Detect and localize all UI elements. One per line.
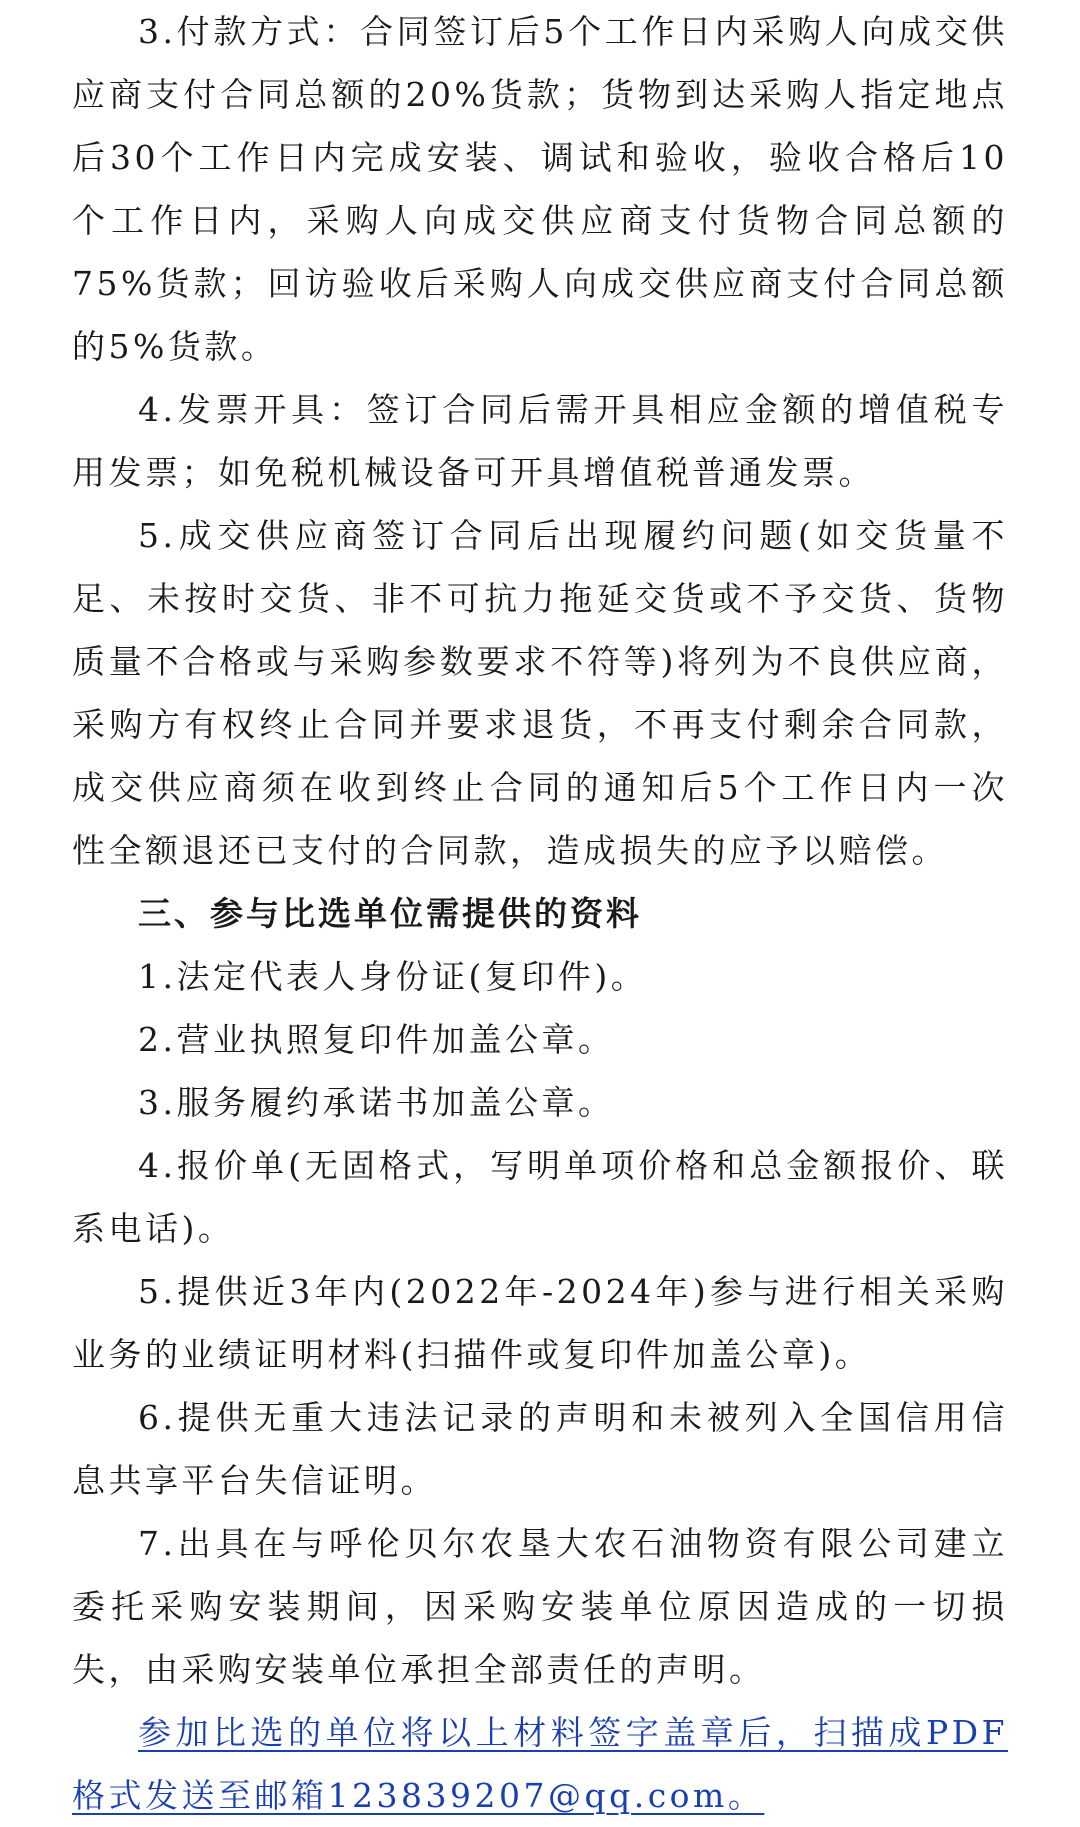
list-item: 1.法定代表人身份证(复印件)。 bbox=[138, 957, 648, 996]
list-item: 6.提供无重大违法记录的声明和未被列入全国信用信息共享平台失信证明。 bbox=[72, 1398, 1008, 1500]
section-heading-materials: 三、参与比选单位需提供的资料 bbox=[138, 894, 642, 933]
list-item: 4.报价单(无固格式，写明单项价格和总金额报价、联系电话)。 bbox=[72, 1146, 1008, 1248]
list-item: 7.出具在与呼伦贝尔农垦大农石油物资有限公司建立委托采购安装期间，因采购安装单位原因造成的一切损失，由采购安装单位承担全部责任的声明。 bbox=[72, 1524, 1008, 1689]
document-body bbox=[72, 0, 1008, 1827]
invoice-paragraph: 4.发票开具：签订合同后需开具相应金额的增值税专用发票；如免税机械设备可开具增值税普通发票。 bbox=[72, 390, 1008, 492]
payment-terms-paragraph: 3.付款方式：合同签订后5个工作日内采购人向成交供应商支付合同总额的20%货款；货物到达采购人指定地点后30个工作日内完成安装、调试和验收，验收合格后10个工作日内，采购人向成交供应商支付货物合同总额的75%货款；回访验收后采购人向成交供应商支付合同总额的5%货款。 bbox=[72, 12, 1008, 366]
performance-issue-paragraph: 5.成交供应商签订合同后出现履约问题(如交货量不足、未按时交货、非不可抗力拖延交货或不予交货、货物质量不合格或与采购参数要求不符等)将列为不良供应商，采购方有权终止合同并要求退货，不再支付剩余合同款，成交供应商须在收到终止合同的通知后5个工作日内一次性全额退还已支付的合同款，造成损失的应予以赔偿。 bbox=[72, 516, 1008, 870]
list-item: 5.提供近3年内(2022年-2024年)参与进行相关采购业务的业绩证明材料(扫描件或复印件加盖公章)。 bbox=[72, 1272, 1008, 1374]
submission-paragraph bbox=[72, 1701, 1008, 1827]
list-item: 2.营业执照复印件加盖公章。 bbox=[138, 1020, 615, 1059]
submission-email-link[interactable]: 参加比选的单位将以上材料签字盖章后，扫描成PDF格式发送至邮箱123839207@qq.com。 bbox=[72, 1713, 1008, 1815]
list-item: 3.服务履约承诺书加盖公章。 bbox=[138, 1083, 615, 1122]
